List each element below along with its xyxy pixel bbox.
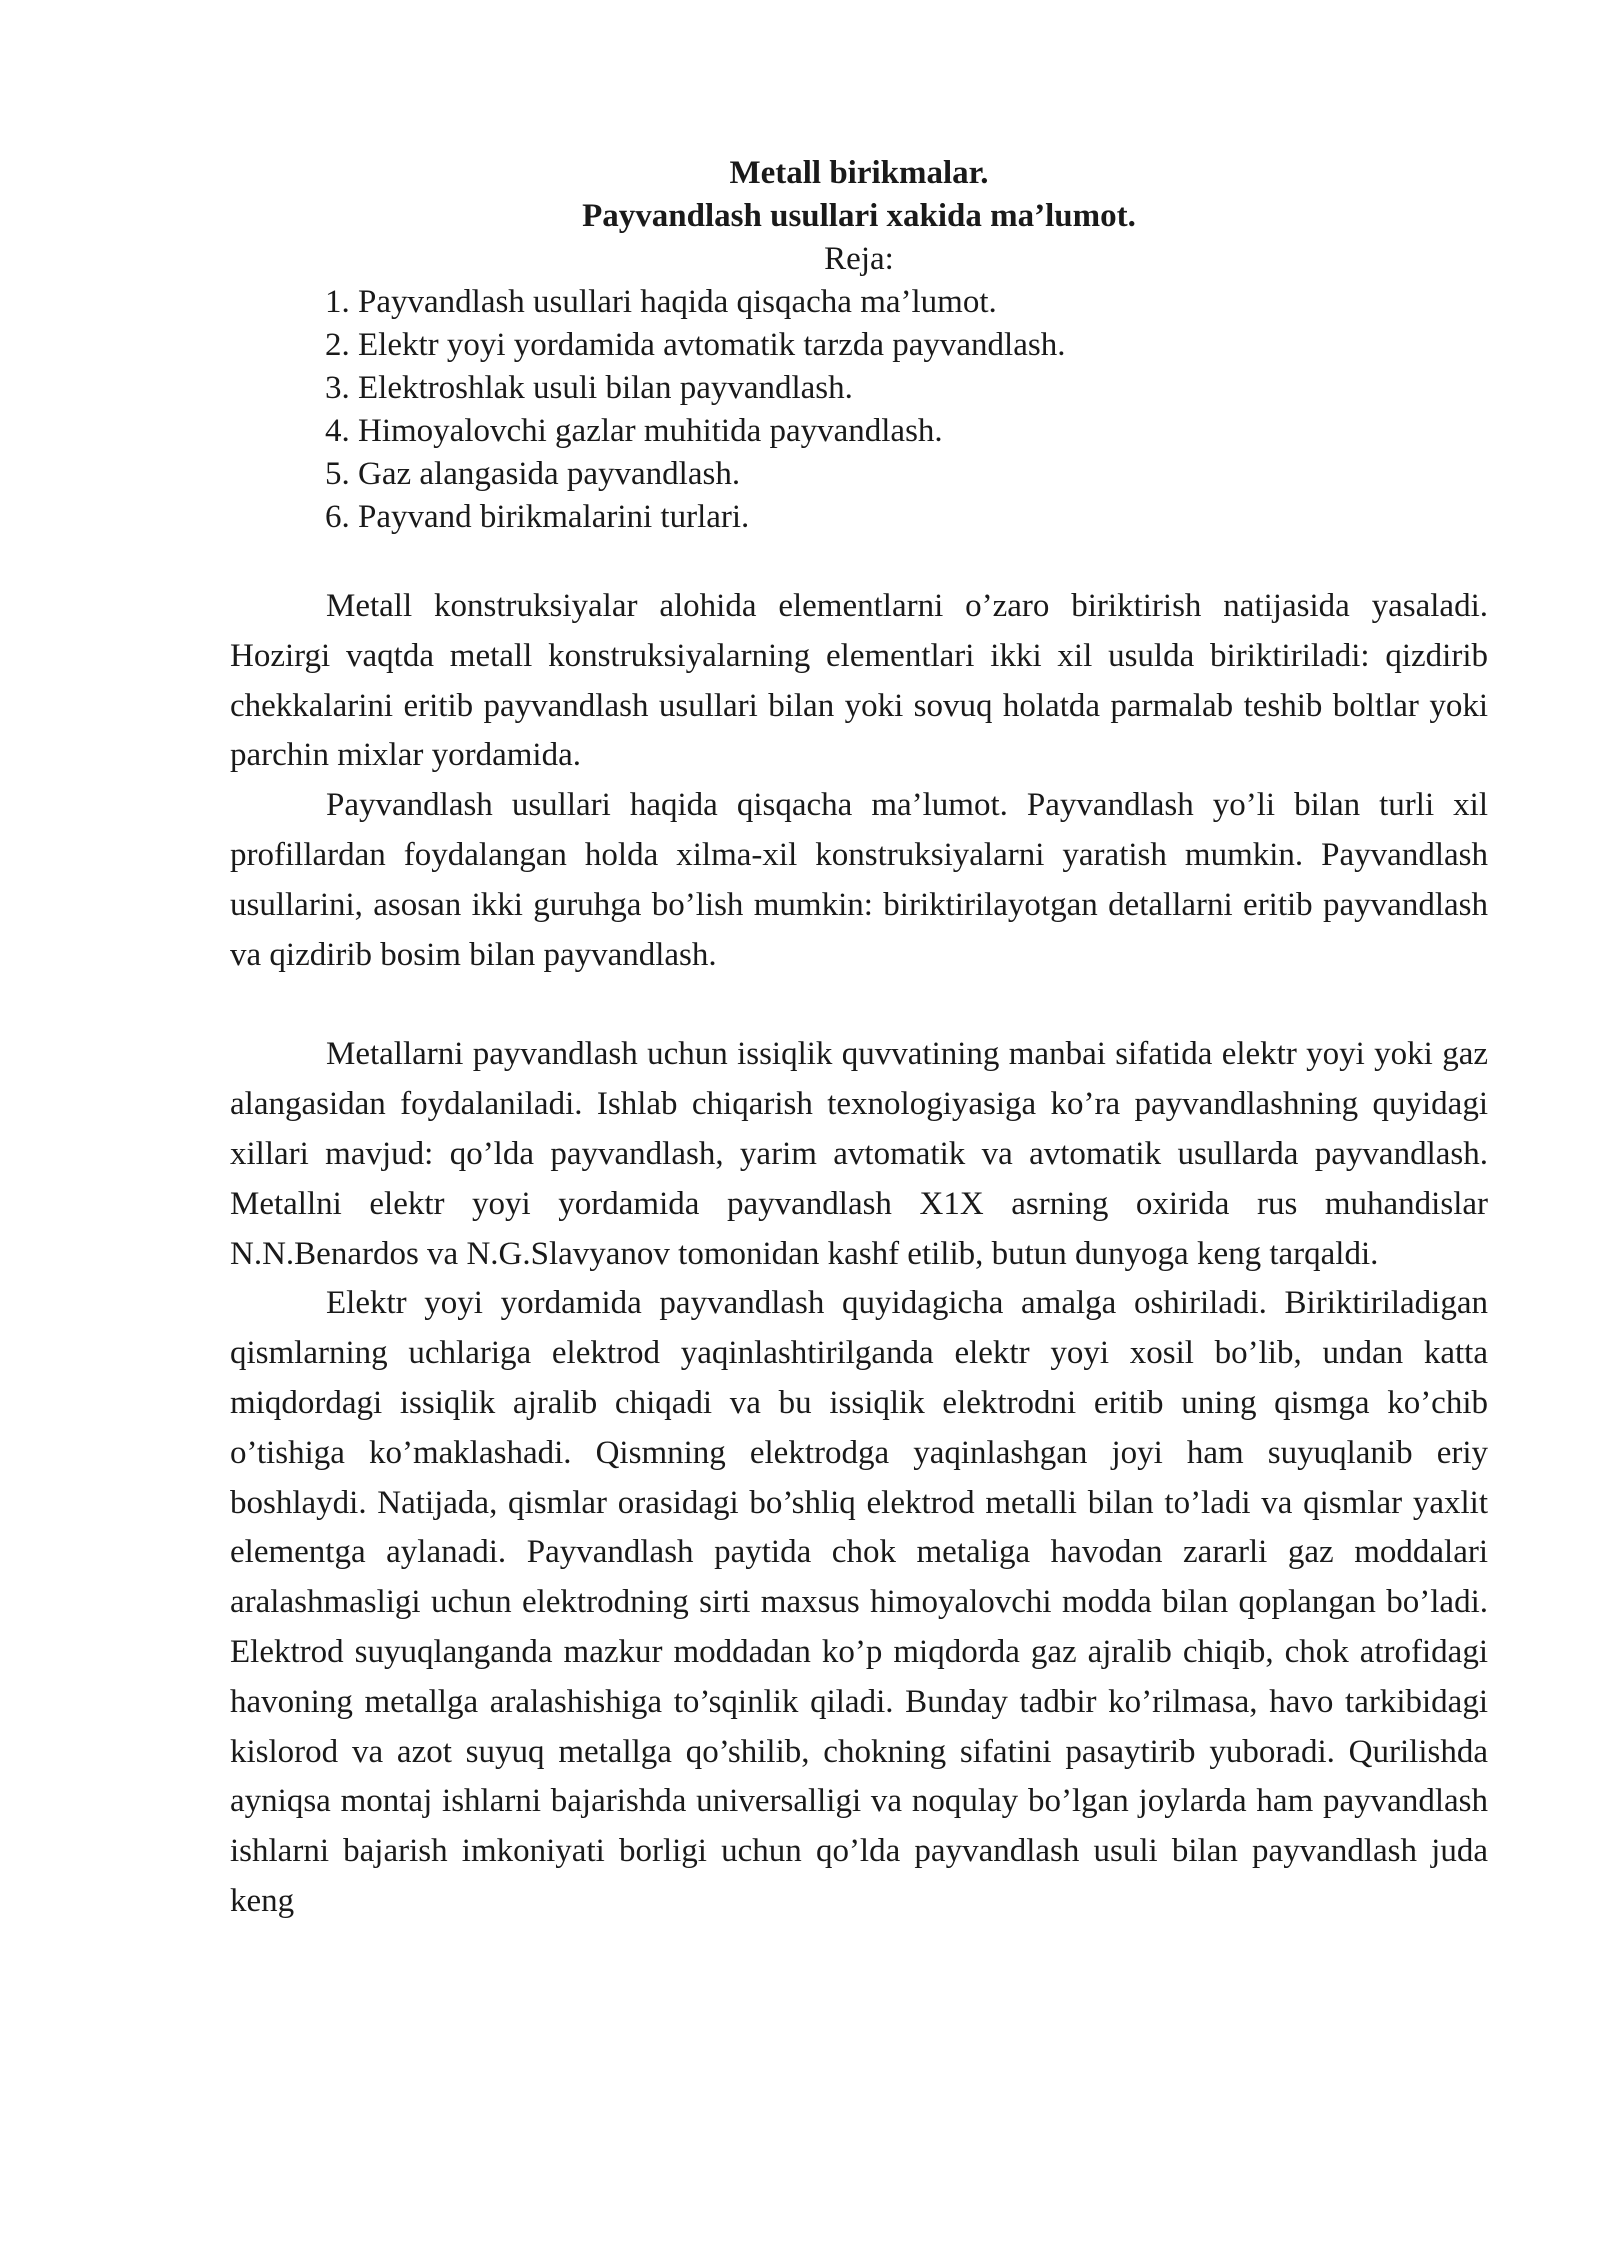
plan-item: 3. Elektroshlak usuli bilan payvandlash.: [325, 370, 853, 406]
plan-item: 1. Payvandlash usullari haqida qisqacha ma’lumot.: [325, 284, 997, 320]
plan-item: 6. Payvand birikmalarini turlari.: [325, 499, 750, 535]
plan-item: 4. Himoyalovchi gazlar muhitida payvandlash.: [325, 413, 943, 449]
plan-heading: Reja:: [824, 241, 894, 277]
plan-item: 5. Gaz alangasida payvandlash.: [325, 456, 741, 492]
plan-item: 2. Elektr yoyi yordamida avtomatik tarzda payvandlash.: [325, 327, 1066, 363]
paragraph: Elektr yoyi yordamida payvandlash quyidagicha amalga oshiriladi. Biriktiriladigan qismlarning uchlariga elektrod yaqinlashtirilganda elektr yoyi xosil bo’lib, undan katta miqdordagi issiqlik ajralib chiqadi va bu issiqlik elektrodni eritib uning qismga ko’chib o’tishiga ko’maklashadi. Qismning elektrodga yaqinlashgan joyi ham suyuqlanib eriy boshlaydi. Natijada, qismlar orasidagi bo’shliq elektrod metalli bilan to’ladi va qismlar yaxlit elementga aylanadi. Payvandlash paytida chok metaliga havodan zararli gaz moddalari aralashmasligi uchun elektrodning sirti maxsus himoyalovchi modda bilan qoplangan bo’ladi. Elektrod suyuqlanganda mazkur moddadan ko’p miqdorda gaz ajralib chiqib, chok atrofidagi havoning metallga aralashishiga to’sqinlik qiladi. Bunday tadbir ko’rilmasa, havo tarkibidagi kislorod va azot suyuq metallga qo’shilib, chokning sifatini pasaytirib yuboradi. Qurilishda ayniqsa montaj ishlarni bajarishda universalligi va noqulay bo’lgan joylarda ham payvandlash ishlarni bajarish imkoniyati borligi uchun qo’lda payvandlash usuli bilan payvandlash juda keng: [230, 1285, 1488, 1919]
paragraph: Metall konstruksiyalar alohida elementlarni o’zaro biriktirish natijasida yasaladi. Hozirgi vaqtda metall konstruksiyalarning elementlari ikki xil usulda biriktiriladi: qizdirib chekkalarini eritib payvandlash usullari bilan yoki sovuq holatda parmalab teshib boltlar yoki parchin mixlar yordamida.: [230, 588, 1488, 774]
document-page: [230, 152, 1488, 1927]
paragraph: Metallarni payvandlash uchun issiqlik quvvatining manbai sifatida elektr yoyi yoki gaz alangasidan foydalaniladi. Ishlab chiqarish texnologiyasiga ko’ra payvandlashning quyidagi xillari mavjud: qo’lda payvandlash, yarim avtomatik va avtomatik usullarda payvandlash. Metallni elektr yoyi yordamida payvandlash X1X asrning oxirida rus muhandislar N.N.Benardos va N.G.Slavyanov tomonidan kashf etilib, butun dunyoga keng tarqaldi.: [230, 1036, 1488, 1272]
document-subtitle: Payvandlash usullari xakida ma’lumot.: [582, 198, 1136, 234]
plan-list: [230, 281, 1488, 539]
document-title: Metall birikmalar.: [729, 155, 989, 191]
spacer: [230, 980, 1488, 1030]
spacer: [230, 539, 1488, 582]
paragraph: Payvandlash usullari haqida qisqacha ma’lumot. Payvandlash yo’li bilan turli xil profillardan foydalangan holda xilma-xil konstruksiyalarni yaratish mumkin. Payvandlash usullarini, asosan ikki guruhga bo’lish mumkin: biriktirilayotgan detallarni eritib payvandlash va qizdirib bosim bilan payvandlash.: [230, 787, 1488, 973]
